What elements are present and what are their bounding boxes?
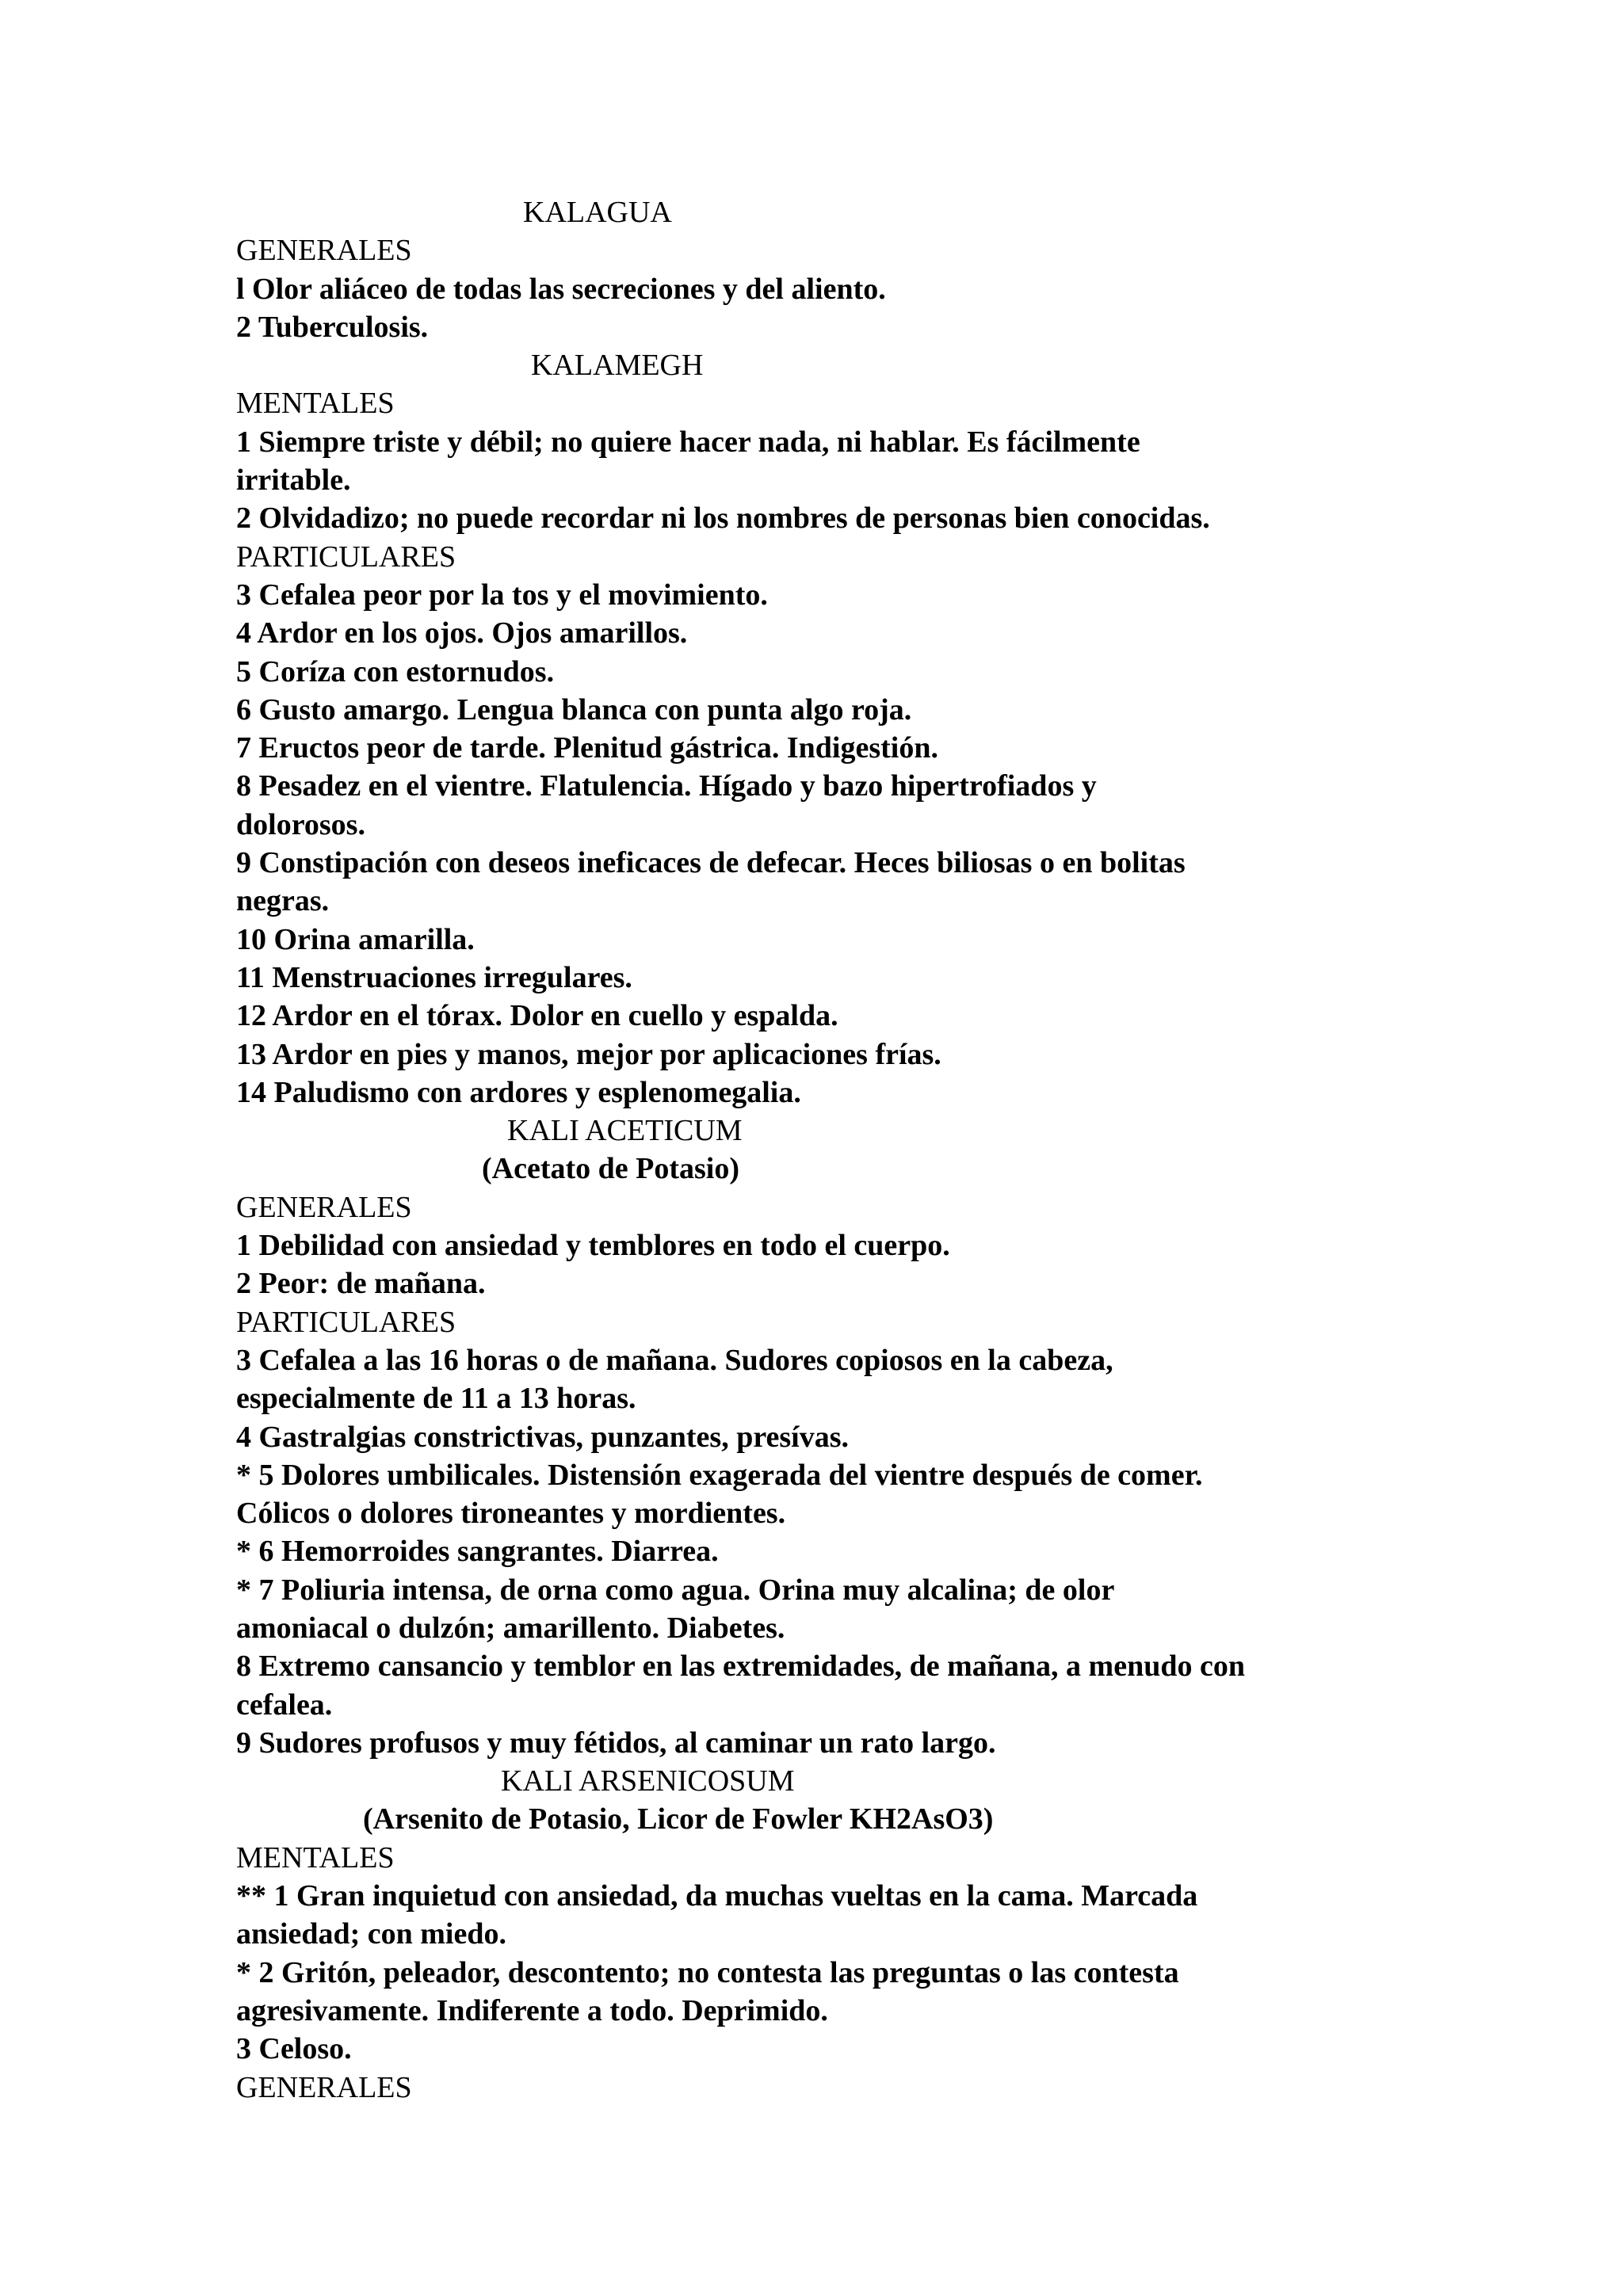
symptom-line: 5 Coríza con estornudos. xyxy=(236,654,555,688)
symptom-line: 7 Eructos peor de tarde. Plenitud gástrica. Indigestión. xyxy=(236,731,938,765)
symptom-line: dolorosos. xyxy=(236,807,365,841)
symptom-line: 4 Gastralgias constrictivas, punzantes, presívas. xyxy=(236,1420,850,1454)
symptom-line: 14 Paludismo con ardores y esplenomegalia. xyxy=(236,1075,801,1109)
remedy-subtitle: (Arsenito de Potasio, Licor de Fowler KH2AsO3) xyxy=(363,1802,994,1836)
symptom-line: 8 Extremo cansancio y temblor en las extremidades, de mañana, a menudo con xyxy=(236,1650,1245,1684)
symptom-line: 3 Celoso. xyxy=(236,2032,352,2066)
section-heading: PARTICULARES xyxy=(236,540,456,574)
symptom-line: ansiedad; con miedo. xyxy=(236,1917,506,1951)
symptom-line: ** 1 Gran inquietud con ansiedad, da muchas vueltas en la cama. Marcada xyxy=(236,1879,1198,1913)
symptom-line: 3 Cefalea a las 16 horas o de mañana. Sudores copiosos en la cabeza, xyxy=(236,1343,1113,1377)
symptom-line: 13 Ardor en pies y manos, mejor por aplicaciones frías. xyxy=(236,1037,941,1071)
symptom-line: negras. xyxy=(236,884,330,918)
symptom-line: 1 Debilidad con ansiedad y temblores en todo el cuerpo. xyxy=(236,1229,950,1263)
remedy-title: KALAGUA xyxy=(523,196,672,229)
section-heading: GENERALES xyxy=(236,1190,412,1224)
symptom-line: 9 Constipación con deseos ineficaces de defecar. Heces biliosas o en bolitas xyxy=(236,846,1186,880)
symptom-line: * 6 Hemorroides sangrantes. Diarrea. xyxy=(236,1535,719,1569)
symptom-line: amoniacal o dulzón; amarillento. Diabetes. xyxy=(236,1611,785,1645)
remedy-title: KALI ACETICUM xyxy=(507,1114,743,1148)
remedy-subtitle: (Acetato de Potasio) xyxy=(482,1152,740,1186)
section-heading: PARTICULARES xyxy=(236,1305,456,1339)
symptom-line: 3 Cefalea peor por la tos y el movimiento. xyxy=(236,578,768,612)
symptom-line: Cólicos o dolores tironeantes y mordientes. xyxy=(236,1497,786,1531)
symptom-line: 2 Tuberculosis. xyxy=(236,310,429,344)
symptom-line: especialmente de 11 a 13 horas. xyxy=(236,1382,636,1416)
symptom-line: 2 Peor: de mañana. xyxy=(236,1267,486,1301)
remedy-title: KALAMEGH xyxy=(531,349,704,383)
symptom-line: 9 Sudores profusos y muy fétidos, al caminar un rato largo. xyxy=(236,1726,996,1760)
symptom-line: 11 Menstruaciones irregulares. xyxy=(236,960,632,994)
symptom-line: 10 Orina amarilla. xyxy=(236,922,475,956)
symptom-line: irritable. xyxy=(236,463,351,498)
symptom-line: agresivamente. Indiferente a todo. Deprimido. xyxy=(236,1993,828,2027)
section-heading: MENTALES xyxy=(236,387,395,421)
section-heading: GENERALES xyxy=(236,2070,412,2104)
remedy-title: KALI ARSENICOSUM xyxy=(501,1764,795,1798)
symptom-line: * 5 Dolores umbilicales. Distensión exagerada del vientre después de comer. xyxy=(236,1458,1203,1492)
symptom-line: 8 Pesadez en el vientre. Flatulencia. Hígado y bazo hipertrofiados y xyxy=(236,769,1097,803)
section-heading: MENTALES xyxy=(236,1840,395,1875)
symptom-line: 12 Ardor en el tórax. Dolor en cuello y espalda. xyxy=(236,999,838,1033)
section-heading: GENERALES xyxy=(236,234,412,268)
symptom-line: 6 Gusto amargo. Lengua blanca con punta algo roja. xyxy=(236,692,912,727)
symptom-line: 4 Ardor en los ojos. Ojos amarillos. xyxy=(236,616,688,650)
symptom-line: * 7 Poliuria intensa, de orna como agua. Orina muy alcalina; de olor xyxy=(236,1573,1115,1607)
symptom-line: l Olor aliáceo de todas las secreciones y del aliento. xyxy=(236,272,886,306)
symptom-line: 1 Siempre triste y débil; no quiere hacer nada, ni hablar. Es fácilmente xyxy=(236,425,1140,459)
symptom-line: 2 Olvidadizo; no puede recordar ni los nombres de personas bien conocidas. xyxy=(236,502,1210,536)
symptom-line: * 2 Gritón, peleador, descontento; no contesta las preguntas o las contesta xyxy=(236,1955,1179,1989)
document-body xyxy=(236,193,1425,2107)
symptom-line: cefalea. xyxy=(236,1688,333,1722)
